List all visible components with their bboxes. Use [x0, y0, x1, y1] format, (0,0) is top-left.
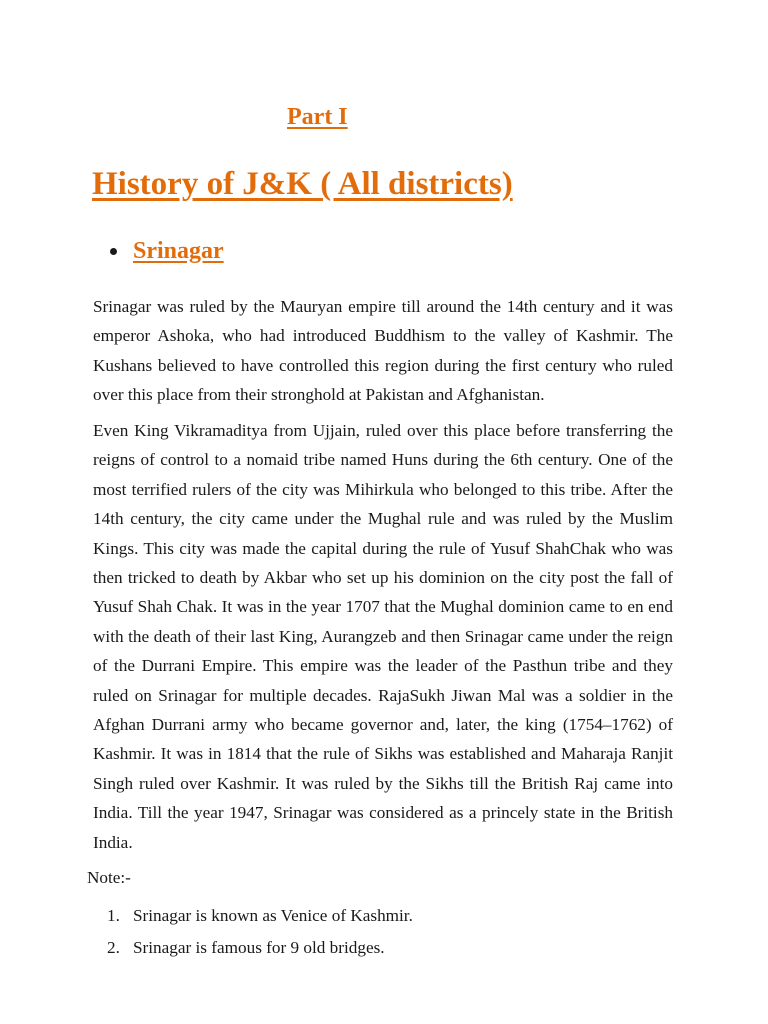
page-title: History of J&K ( All districts): [92, 166, 513, 202]
list-item-number: 2.: [107, 938, 120, 957]
list-item-text: Srinagar is known as Venice of Kashmir.: [133, 906, 413, 925]
list-item: [107, 937, 413, 969]
paragraph-2: Even King Vikramaditya from Ujjain, ruled over this place before transferring the reigns of control to a nomaid tribe named Huns during the 6th century. One of the most terrified rulers of the city was Mihirkula who belonged to this tribe. After the 14th century, the city came under the Mughal rule and was ruled by the Muslim Kings. This city was made the capital during the rule of Yusuf ShahChak who was then tricked to death by Akbar who set up his dominion on the city post the fall of Yusuf Shah Chak. It was in the year 1707 that the Mughal dominion came to en end with the death of their last King, Aurangzeb and then Srinagar came under the reign of the Durrani Empire. This empire was the leader of the Pasthun tribe and they ruled on Srinagar for multiple decades. RajaSukh Jiwan Mal was a soldier in the Afghan Durrani army who became governor and, later, the king (1754–1762) of Kashmir. It was in 1814 that the rule of Sikhs was established and Maharaja Ranjit Singh ruled over Kashmir. It was ruled by the Sikhs till the British Raj came into India. Till the year 1947, Srinagar was considered as a princely state in the British India.: [93, 421, 673, 852]
section-heading: [110, 238, 224, 265]
part-heading: Part I: [287, 104, 348, 130]
list-item-number: 1.: [107, 906, 120, 925]
list-item-text: Srinagar is famous for 9 old bridges.: [133, 938, 385, 957]
list-item: [107, 905, 413, 937]
note-list: [107, 905, 413, 969]
section-title: Srinagar: [133, 238, 224, 264]
paragraph-1: Srinagar was ruled by the Mauryan empire till around the 14th century and it was emperor Ashoka, who had introduced Buddhism to the valley of Kashmir. The Kushans believed to have controlled this region during the first century who ruled over this place from their stronghold at Pakistan and Afghanistan.: [93, 297, 673, 405]
bullet-icon: [110, 248, 117, 255]
note-label: Note:-: [87, 868, 131, 887]
